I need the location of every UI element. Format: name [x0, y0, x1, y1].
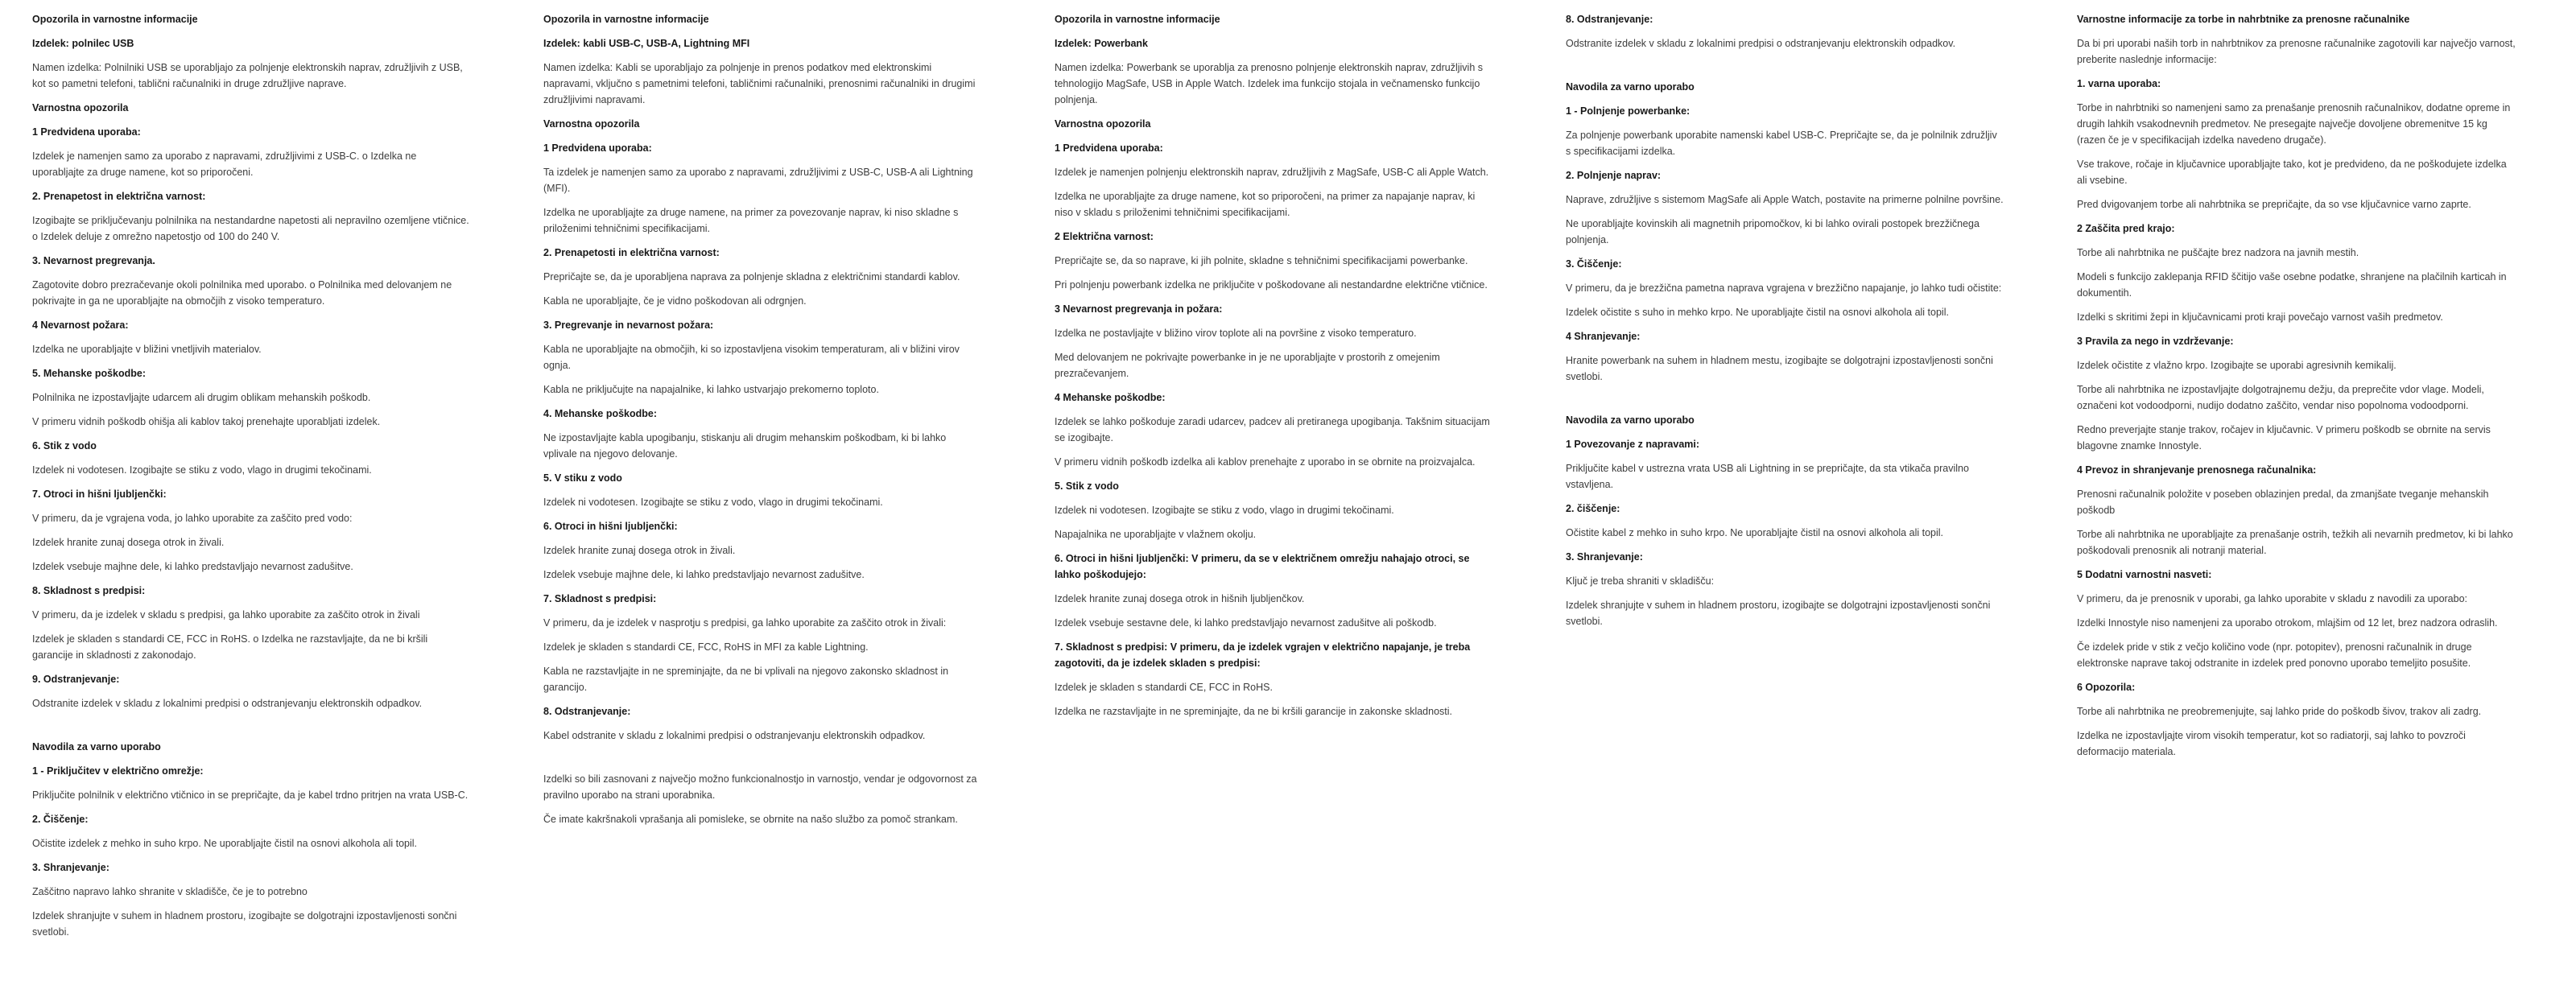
section-heading: Izdelek: kabli USB-C, USB-A, Lightning MFI [543, 38, 750, 49]
section-heading: Opozorila in varnostne informacije [1055, 14, 1220, 25]
section-heading: Varnostne informacije za torbe in nahrbtnike za prenosne računalnike [2077, 14, 2410, 25]
block-spacer [1566, 393, 2004, 412]
body-paragraph: Izdelek očistite s suho in mehko krpo. Ne uporabljajte čistil na osnovi alkohola ali topil. [1566, 307, 1949, 318]
column-charger-usb [32, 11, 471, 948]
section-heading: 1 Predvidena uporaba: [543, 142, 652, 154]
body-paragraph: Izdelka ne postavljajte v bližino virov toplote ali na površine z visoko temperaturo. [1055, 328, 1417, 339]
body-paragraph: Torbe ali nahrbtnika ne uporabljajte za prenašanje ostrih, težkih ali nevarnih predmetov, ki bi lahko poškodovali prenosnik ali notranji material. [2077, 529, 2513, 556]
body-paragraph: Izdelek je skladen s standardi CE, FCC in RoHS. o Izdelka ne razstavljajte, da ne bi kršili garancije in skladnosti z zakonodajo. [32, 633, 428, 661]
body-paragraph: Torbe ali nahrbtnika ne izpostavljajte dolgotrajnemu dežju, da preprečite vdor vlage. Modeli, označeni kot vodoodporni, nudijo dodatno zaščito, vendar niso popolnoma vodoodporni. [2077, 384, 2484, 411]
body-paragraph: Torbe ali nahrbtnika ne puščajte brez nadzora na javnih mestih. [2077, 247, 2359, 258]
body-paragraph: Izdelek je namenjen samo za uporabo z napravami, združljivimi z USB-C. o Izdelka ne uporabljajte za druge namene, kot so priporočeni. [32, 150, 417, 178]
body-paragraph: Kabla ne priključujte na napajalnike, ki lahko ustvarjajo prekomerno toploto. [543, 384, 879, 395]
block-spacer [32, 719, 471, 739]
body-paragraph: Izdelka ne uporabljajte za druge namene, na primer za povezovanje naprav, ki niso skladne s priloženimi tehničnimi specifikacijami. [543, 207, 959, 234]
body-paragraph: Izdelek očistite z vlažno krpo. Izogibajte se uporabi agresivnih kemikalij. [2077, 360, 2396, 371]
section-heading: 2. Čiščenje: [32, 814, 89, 825]
section-heading: 1 - Polnjenje powerbanke: [1566, 105, 1690, 117]
body-paragraph: Torbe ali nahrbtnika ne preobremenjujte, saj lahko pride do poškodb šivov, trakov ali zadrg. [2077, 706, 2482, 717]
section-heading: 8. Odstranjevanje: [1566, 14, 1653, 25]
section-heading: 1. varna uporaba: [2077, 78, 2161, 89]
body-paragraph: Očistite kabel z mehko in suho krpo. Ne uporabljajte čistil na osnovi alkohola ali topil. [1566, 527, 1943, 538]
section-heading: 2. čiščenje: [1566, 503, 1620, 514]
body-paragraph: Modeli s funkcijo zaklepanja RFID ščitijo vaše osebne podatke, shranjene na plačilnih karticah in dokumentih. [2077, 271, 2507, 299]
body-paragraph: Zagotovite dobro prezračevanje okoli polnilnika med uporabo. o Polnilnika med delovanjem ne pokrivajte in ga ne uporabljajte na območjih z visoko temperaturo. [32, 279, 452, 307]
body-paragraph: Kabla ne uporabljajte na območjih, ki so izpostavljena visokim temperaturam, ali v bližini virov ognja. [543, 344, 960, 371]
body-paragraph: Namen izdelka: Polnilniki USB se uporabljajo za polnjenje elektronskih naprav, združljivih z USB, kot so pametni telefoni, tablični računalniki in druge združljive naprave. [32, 62, 463, 89]
section-heading: 3 Nevarnost pregrevanja in požara: [1055, 303, 1223, 315]
body-paragraph: V primeru, da je brezžična pametna naprava vgrajena v brezžično napajanje, jo lahko tudi očistite: [1566, 282, 2002, 294]
body-paragraph: Če izdelek pride v stik z večjo količino vode (npr. potopitev), prenosni računalnik in druge elektronske naprave takoj odstranite in izdelek pred ponovno uporabo temeljito posušite. [2077, 641, 2472, 669]
body-paragraph: Prepričajte se, da je uporabljena naprava za polnjenje skladna z električnimi standardi kablov. [543, 271, 960, 282]
body-paragraph: V primeru vidnih poškodb izdelka ali kablov prenehajte z uporabo in se obrnite na proizvajalca. [1055, 456, 1476, 468]
section-heading: 7. Skladnost s predpisi: V primeru, da je izdelek vgrajen v električno napajanje, je treba zagotoviti, da je izdelek skladen s predpisi: [1055, 641, 1471, 669]
section-heading: 3. Pregrevanje in nevarnost požara: [543, 320, 714, 331]
body-paragraph: Zaščitno napravo lahko shranite v skladišče, če je to potrebno [32, 886, 308, 897]
section-heading: 7. Otroci in hišni ljubljenčki: [32, 489, 167, 500]
section-heading: Varnostna opozorila [543, 118, 640, 130]
section-heading: 1 Povezovanje z napravami: [1566, 439, 1700, 450]
body-paragraph: Vse trakove, ročaje in ključavnice uporabljajte tako, kot je predvideno, da ne poškodujete izdelka ali vsebine. [2077, 159, 2507, 186]
section-heading: 4 Prevoz in shranjevanje prenosnega računalnika: [2077, 464, 2317, 476]
column-powerbank [1055, 11, 1493, 728]
section-heading: 1 - Priključitev v električno omrežje: [32, 765, 204, 777]
section-heading: 6. Otroci in hišni ljubljenčki: V primeru, da se v električnem omrežju nahajajo otroci, se lahko poškodujejo: [1055, 553, 1470, 580]
section-heading: 8. Odstranjevanje: [543, 706, 631, 717]
body-paragraph: Izdelki s skritimi žepi in ključavnicami proti kraji povečajo varnost vaših predmetov. [2077, 311, 2443, 323]
body-paragraph: Izdelek vsebuje majhne dele, ki lahko predstavljajo nevarnost zadušitve. [32, 561, 353, 572]
section-heading: 5. Mehanske poškodbe: [32, 368, 147, 379]
body-paragraph: Če imate kakršnakoli vprašanja ali pomisleke, se obrnite na našo službo za pomoč strankam. [543, 814, 958, 825]
body-paragraph: Izdelki so bili zasnovani z največjo možno funkcionalnostjo in varnostjo, vendar je odgovornost za pravilno uporabo na strani uporabnika. [543, 773, 977, 801]
body-paragraph: V primeru vidnih poškodb ohišja ali kablov takoj prenehajte uporabljati izdelek. [32, 416, 381, 427]
body-paragraph: Izdelka ne razstavljajte in ne spreminjajte, da ne bi kršili garancije in zakonske skladnosti. [1055, 706, 1453, 717]
body-paragraph: Med delovanjem ne pokrivajte powerbanke in je ne uporabljajte v prostorih z omejenim prezračevanjem. [1055, 352, 1440, 379]
body-paragraph: Izdelek ni vodotesen. Izogibajte se stiku z vodo, vlago in drugimi tekočinami. [543, 497, 883, 508]
body-paragraph: Izdelek je skladen s standardi CE, FCC, RoHS in MFI za kable Lightning. [543, 641, 869, 653]
body-paragraph: Izdelek ni vodotesen. Izogibajte se stiku z vodo, vlago in drugimi tekočinami. [32, 464, 372, 476]
body-paragraph: Torbe in nahrbtniki so namenjeni samo za prenašanje prenosnih računalnikov, dodatne opreme in drugih lahkih vsakodnevnih predmetov. Ne presegajte največje dovoljene obremenitve 15 kg (razen če je v specifikacijah izdelka navedeno drugače). [2077, 102, 2511, 146]
body-paragraph: Pri polnjenju powerbank izdelka ne priključite v poškodovane ali nestandardne električne vtičnice. [1055, 279, 1488, 291]
body-paragraph: Da bi pri uporabi naših torb in nahrbtnikov za prenosne računalnike zagotovili kar največjo varnost, preberite naslednje informacije: [2077, 38, 2516, 65]
section-heading: 6. Otroci in hišni ljubljenčki: [543, 521, 678, 532]
body-paragraph: Odstranite izdelek v skladu z lokalnimi predpisi o odstranjevanju elektronskih odpadkov. [32, 698, 423, 709]
section-heading: Opozorila in varnostne informacije [32, 14, 198, 25]
body-paragraph: Izdelki Innostyle niso namenjeni za uporabo otrokom, mlajšim od 12 let, brez nadzora odraslih. [2077, 617, 2498, 629]
section-heading: 5 Dodatni varnostni nasveti: [2077, 569, 2212, 580]
section-heading: Varnostna opozorila [32, 102, 129, 113]
body-paragraph: Odstranite izdelek v skladu z lokalnimi predpisi o odstranjevanju elektronskih odpadkov. [1566, 38, 1956, 49]
body-paragraph: Ne uporabljajte kovinskih ali magnetnih pripomočkov, ki bi lahko ovirali postopek brezžičnega polnjenja. [1566, 218, 1979, 245]
section-heading: Izdelek: Powerbank [1055, 38, 1149, 49]
body-paragraph: V primeru, da je izdelek v nasprotju s predpisi, ga lahko uporabite za zaščito otrok in živali: [543, 617, 947, 629]
body-paragraph: Ne izpostavljajte kabla upogibanju, stiskanju ali drugim mehanskim poškodbam, ki bi lahko vplivale na njegovo delovanje. [543, 432, 947, 460]
body-paragraph: Priključite kabel v ustrezna vrata USB ali Lightning in se prepričajte, da sta vtikača pravilno vstavljena. [1566, 463, 1969, 490]
section-heading: 4. Mehanske poškodbe: [543, 408, 658, 419]
body-paragraph: Naprave, združljive s sistemom MagSafe ali Apple Watch, postavite na primerne polnilne površine. [1566, 194, 2004, 205]
body-paragraph: Izdelek je namenjen polnjenju elektronskih naprav, združljivih z MagSafe, USB-C ali Apple Watch. [1055, 167, 1489, 178]
body-paragraph: Izdelek vsebuje majhne dele, ki lahko predstavljajo nevarnost zadušitve. [543, 569, 865, 580]
section-heading: 2. Prenapetost in električna varnost: [32, 191, 206, 202]
body-paragraph: Hranite powerbank na suhem in hladnem mestu, izogibajte se dolgotrajni izpostavljenosti sončni svetlobi. [1566, 355, 1993, 382]
section-heading: 3. Shranjevanje: [1566, 551, 1643, 563]
section-heading: Izdelek: polnilec USB [32, 38, 134, 49]
body-paragraph: Izdelek hranite zunaj dosega otrok in živali. [543, 545, 736, 556]
body-paragraph: Izdelka ne izpostavljajte virom visokih temperatur, kot so radiatorji, saj lahko to povzroči deformacijo materiala. [2077, 730, 2466, 757]
body-paragraph: Namen izdelka: Powerbank se uporablja za prenosno polnjenje elektronskih naprav, združljivih s tehnologijo MagSafe, USB in Apple Watch. Izdelek ima funkcijo stojala in večnamensko funkcijo polnjenja. [1055, 62, 1484, 105]
body-paragraph: Izogibajte se priključevanju polnilnika na nestandardne napetosti ali nepravilno ozemljene vtičnice. o Izdelek deluje z omrežno napetostjo od 100 do 240 V. [32, 215, 469, 242]
section-heading: 2 Električna varnost: [1055, 231, 1154, 242]
section-heading: 1 Predvidena uporaba: [1055, 142, 1163, 154]
section-heading: Varnostna opozorila [1055, 118, 1151, 130]
section-heading: Navodila za varno uporabo [32, 741, 161, 752]
body-paragraph: Kabla ne uporabljajte, če je vidno poškodovan ali odrgnjen. [543, 295, 807, 307]
column-laptop-bags [2077, 11, 2516, 768]
body-paragraph: Polnilnika ne izpostavljajte udarcem ali drugim oblikam mehanskih poškodb. [32, 392, 371, 403]
body-paragraph: Priključite polnilnik v električno vtičnico in se prepričajte, da je kabel trdno pritrjen na vrata USB-C. [32, 790, 469, 801]
body-paragraph: Izdelek vsebuje sestavne dele, ki lahko predstavljajo nevarnost zadušitve ali poškodb. [1055, 617, 1437, 629]
body-paragraph: Prenosni računalnik položite v poseben oblazinjen predal, da zmanjšate tveganje mehanskih poškodb [2077, 489, 2489, 516]
section-heading: 3. Nevarnost pregrevanja. [32, 255, 155, 266]
section-heading: 6. Stik z vodo [32, 440, 97, 451]
section-heading: 4 Mehanske poškodbe: [1055, 392, 1166, 403]
body-paragraph: Redno preverjajte stanje trakov, ročajev in ključavnic. V primeru poškodb se obrnite na servis blagovne znamke Innostyle. [2077, 424, 2491, 451]
section-heading: 9. Odstranjevanje: [32, 674, 120, 685]
section-heading: 3 Pravila za nego in vzdrževanje: [2077, 336, 2234, 347]
block-spacer [543, 752, 982, 771]
section-heading: 1 Predvidena uporaba: [32, 126, 141, 138]
section-heading: 5. V stiku z vodo [543, 472, 622, 484]
body-paragraph: Izdelka ne uporabljajte za druge namene, kot so priporočeni, na primer za napajanje naprav, ki niso v skladu s priloženimi tehničnimi specifikacijami. [1055, 191, 1476, 218]
section-heading: 2. Prenapetosti in električna varnost: [543, 247, 720, 258]
section-heading: 8. Skladnost s predpisi: [32, 585, 146, 596]
column-cables [543, 11, 982, 835]
section-heading: 7. Skladnost s predpisi: [543, 593, 657, 604]
section-heading: 2 Zaščita pred krajo: [2077, 223, 2175, 234]
body-paragraph: Izdelek hranite zunaj dosega otrok in živali. [32, 537, 225, 548]
section-heading: 2. Polnjenje naprav: [1566, 170, 1662, 181]
body-paragraph: Izdelek se lahko poškoduje zaradi udarcev, padcev ali pretiranega upogibanja. Takšnim situacijam se izogibajte. [1055, 416, 1490, 443]
body-paragraph: V primeru, da je prenosnik v uporabi, ga lahko uporabite v skladu z navodili za uporabo: [2077, 593, 2468, 604]
body-paragraph: Izdelek hranite zunaj dosega otrok in hišnih ljubljenčkov. [1055, 593, 1305, 604]
body-paragraph: Ta izdelek je namenjen samo za uporabo z napravami, združljivimi z USB-C, USB-A ali Lightning (MFI). [543, 167, 973, 194]
section-heading: 5. Stik z vodo [1055, 480, 1119, 492]
body-paragraph: Za polnjenje powerbank uporabite namenski kabel USB-C. Prepričajte se, da je polnilnik združljiv s specifikacijami izdelka. [1566, 130, 1997, 157]
block-spacer [1566, 60, 2004, 79]
section-heading: Opozorila in varnostne informacije [543, 14, 709, 25]
body-paragraph: Izdelek ni vodotesen. Izogibajte se stiku z vodo, vlago in drugimi tekočinami. [1055, 505, 1394, 516]
body-paragraph: Očistite izdelek z mehko in suho krpo. Ne uporabljajte čistil na osnovi alkohola ali topil. [32, 838, 418, 849]
section-heading: Navodila za varno uporabo [1566, 81, 1695, 93]
body-paragraph: Prepričajte se, da so naprave, ki jih polnite, skladne s tehničnimi specifikacijami powerbanke. [1055, 255, 1468, 266]
section-heading: 3. Čiščenje: [1566, 258, 1622, 270]
body-paragraph: Ključ je treba shraniti v skladišču: [1566, 575, 1715, 587]
section-heading: 6 Opozorila: [2077, 682, 2136, 693]
body-paragraph: Napajalnika ne uporabljajte v vlažnem okolju. [1055, 529, 1257, 540]
body-paragraph: Izdelek je skladen s standardi CE, FCC in RoHS. [1055, 682, 1273, 693]
body-paragraph: Izdelek shranjujte v suhem in hladnem prostoru, izogibajte se dolgotrajni izpostavljenosti sončni svetlobi. [32, 910, 457, 938]
body-paragraph: Kabla ne razstavljajte in ne spreminjajte, da ne bi vplivali na njegovo zakonsko skladnost in garancijo. [543, 666, 949, 693]
body-paragraph: Namen izdelka: Kabli se uporabljajo za polnjenje in prenos podatkov med elektronskimi napravami, vključno s pametnimi telefoni, tabličnimi računalniki, prenosnimi računalniki in drugimi združljivimi napravami. [543, 62, 976, 105]
section-heading: Navodila za varno uporabo [1566, 414, 1695, 426]
section-heading: 4 Shranjevanje: [1566, 331, 1641, 342]
body-paragraph: Kabel odstranite v skladu z lokalnimi predpisi o odstranjevanju elektronskih odpadkov. [543, 730, 926, 741]
body-paragraph: Izdelka ne uporabljajte v bližini vnetljivih materialov. [32, 344, 262, 355]
body-paragraph: V primeru, da je izdelek v skladu s predpisi, ga lahko uporabite za zaščito otrok in živali [32, 609, 420, 621]
section-heading: 4 Nevarnost požara: [32, 320, 129, 331]
column-powerbank-instructions [1566, 11, 2004, 637]
body-paragraph: Izdelek shranjujte v suhem in hladnem prostoru, izogibajte se dolgotrajni izpostavljenosti sončni svetlobi. [1566, 600, 1991, 627]
body-paragraph: V primeru, da je vgrajena voda, jo lahko uporabite za zaščito pred vodo: [32, 513, 353, 524]
body-paragraph: Pred dvigovanjem torbe ali nahrbtnika se prepričajte, da so vse ključavnice varno zaprte. [2077, 199, 2471, 210]
section-heading: 3. Shranjevanje: [32, 862, 109, 873]
